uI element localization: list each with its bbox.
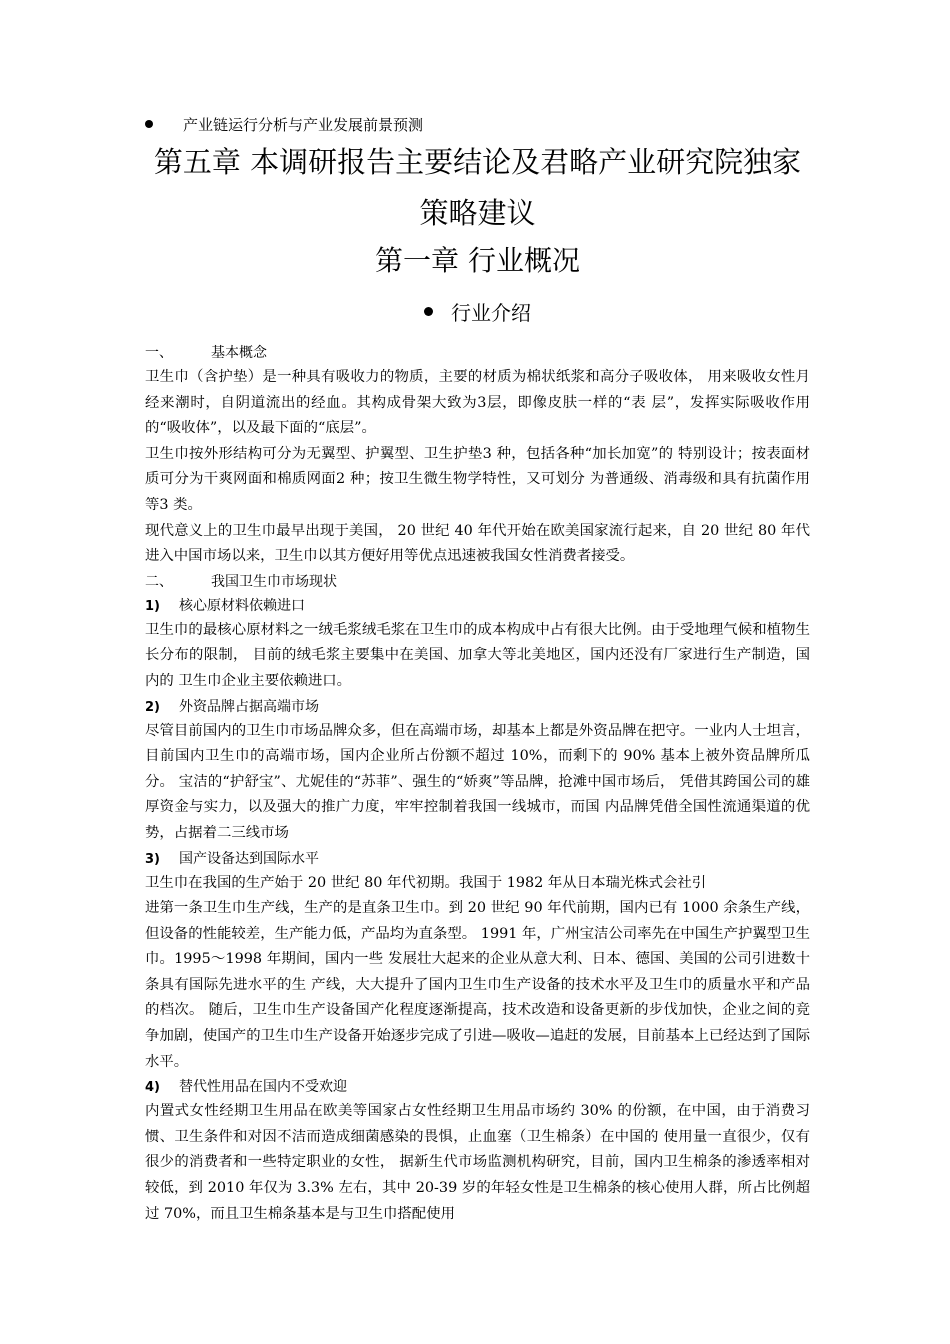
section-title: 行业介绍 [451, 301, 531, 325]
top-bullet-item [145, 114, 810, 136]
subheading-label: 替代性用品在国内不受欢迎 [179, 1079, 347, 1096]
paragraph: 卫生巾按外形结构可分为无翼型、护翼型、卫生护垫3 种，包括各种“加长加宽”的 特别设计；按表面材质可分为干爽网面和棉质网面2 种；按卫生微生物学特性，又可划分 为普通级、消毒级和具有抗菌作用等3 类。 [145, 445, 810, 513]
paragraph: 卫生巾在我国的生产始于 20 世纪 80 年代初期。我国于 1982 年从日本瑞光株式会社引 [145, 874, 707, 891]
subheading-label: 国产设备达到国际水平 [179, 850, 319, 867]
bullet-icon [145, 120, 153, 128]
subheading-label: 核心原材料依赖进口 [179, 597, 305, 614]
subheading-number: 1) [145, 598, 160, 614]
chapter5-title [145, 142, 810, 233]
paragraph: 内置式女性经期卫生用品在欧美等国家占女性经期卫生用品市场约 30% 的份额，在中国，由于消费习惯、卫生条件和对因不洁而造成细菌感染的畏惧，止血塞（卫生棉条）在中国的 使用量一直很少，仅有很少的消费者和一些特定职业的女性， 据新生代市场监测机构研究，目前，国内卫生棉条的渗透率相对较低，到 2010 年仅为 3.3% 左右，其中 20-39 岁的年轻女性是卫生棉条的核心使用人群，所占比例超过 70%，而且卫生棉条基本是与卫生巾搭配使用 [145, 1103, 810, 1222]
chapter5-title-line2: 策略建议 [419, 196, 536, 230]
subheading-number: 4) [145, 1080, 160, 1096]
paragraph: 进第一条卫生巾生产线，生产的是直条卫生巾。到 20 世纪 90 年代前期，国内已有 1000 余条生产线，但设备的性能较差，生产能力低，产品均为直条型。 1991 年，广州宝洁公司率先在中国生产护翼型卫生巾。1995～1998 年期间，国内一些 发展壮大起来的企业从意大利、日本、德国、美国的公司引进数十条具有国际先进水平的生 产线，大大提升了国内卫生巾生产设备的技术水平及卫生巾的质量水平和产品的档次。 随后，卫生巾生产设备国产化程度逐渐提高，技术改造和设备更新的步伐加快，企业之间的竞争加剧，使国产的卫生巾生产设备开始逐步完成了引进—吸收—追赶的发展，目前基本上已经达到了国际水平。 [145, 900, 810, 1070]
chapter5-title-line1: 第五章 本调研报告主要结论及君略产业研究院独家 [153, 145, 802, 179]
section-heading [145, 299, 810, 327]
subheading-label: 外资品牌占据高端市场 [179, 698, 319, 715]
subheading-number: 2) [145, 699, 160, 715]
document-body [145, 114, 810, 1227]
top-bullet-text: 产业链运行分析与产业发展前景预测 [183, 116, 424, 134]
heading-basic-concept [145, 341, 810, 365]
subheading-domestic-equipment [145, 847, 810, 871]
heading-label: 我国卫生巾市场现状 [211, 573, 337, 590]
chapter1-title: 第一章 行业概况 [375, 244, 580, 277]
subheading-number: 3) [145, 851, 160, 867]
heading-number: 二、 [145, 573, 173, 590]
subheading-foreign-brands [145, 695, 810, 719]
bullet-icon [424, 307, 433, 316]
heading-number: 一、 [145, 345, 173, 361]
paragraph: 卫生巾的最核心原材料之一绒毛浆绒毛浆在卫生巾的成本构成中占有很大比例。由于受地理气候和植物生长分布的限制， 目前的绒毛浆主要集中在美国、加拿大等北美地区，国内还没有厂家进行生产制造，国内的 卫生巾企业主要依赖进口。 [145, 621, 810, 689]
subheading-substitutes [145, 1075, 810, 1099]
subheading-raw-materials [145, 594, 810, 618]
heading-market-status [145, 570, 810, 594]
heading-label: 基本概念 [211, 345, 267, 361]
paragraph: 现代意义上的卫生巾最早出现于美国， 20 世纪 40 年代开始在欧美国家流行起来，自 20 世纪 80 年代进入中国市场以来，卫生巾以其方便好用等优点迅速被我国女性消费者接受。 [145, 522, 810, 565]
paragraph: 卫生巾（含护垫）是一种具有吸收力的物质，主要的材质为棉状纸浆和高分子吸收体， 用来吸收女性月经来潮时，自阴道流出的经血。其构成骨架大致为3层，即像皮肤一样的“表 层”，发挥实际吸收作用的“吸收体”，以及最下面的“底层”。 [145, 369, 810, 437]
paragraph: 尽管目前国内的卫生巾市场品牌众多，但在高端市场，却基本上都是外资品牌在把守。一业内人士坦言，目前国内卫生巾的高端市场，国内企业所占份额不超过 10%，而剩下的 90% 基本上被外资品牌所瓜分。 宝洁的“护舒宝”、尤妮佳的“苏菲”、强生的“娇爽”等品牌，抢滩中国市场后， 凭借其跨国公司的雄厚资金与实力，以及强大的推广力度，牢牢控制着我国一线城市，而国 内品牌凭借全国性流通渠道的优势，占据着二三线市场 [145, 722, 810, 841]
